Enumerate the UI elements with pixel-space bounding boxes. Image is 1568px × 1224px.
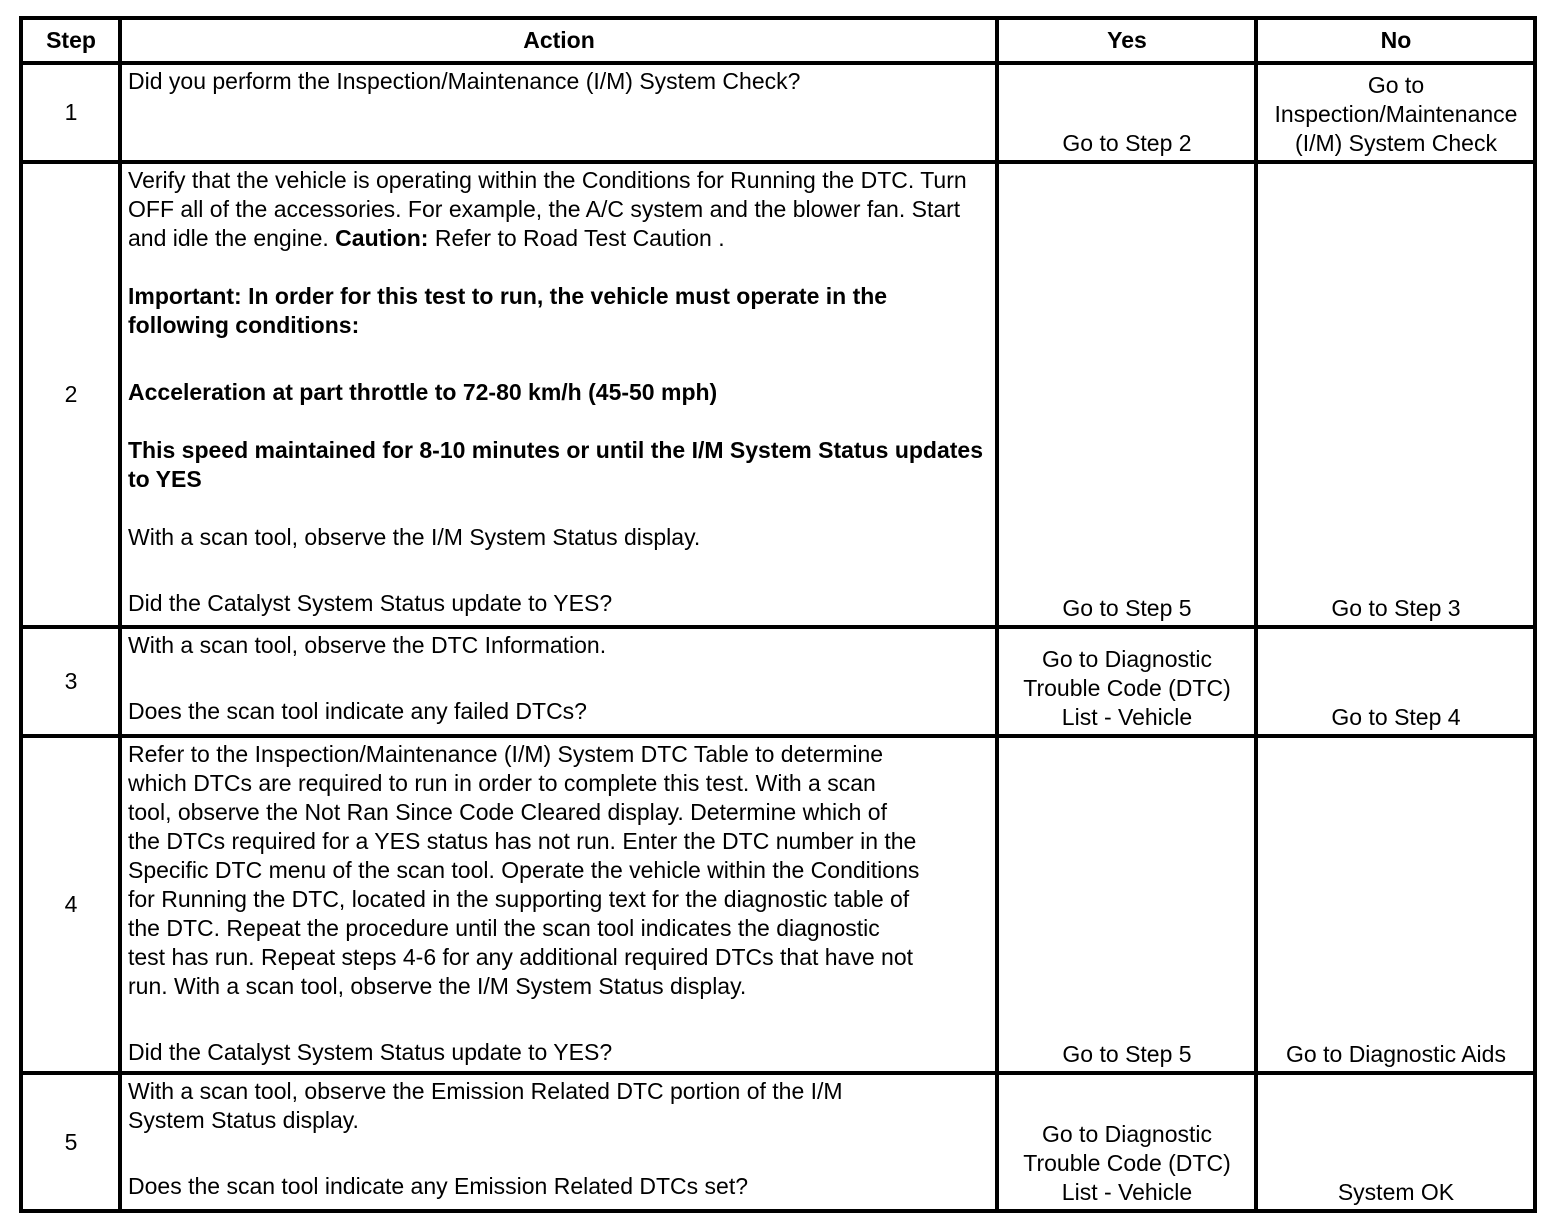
action-question: Did the Catalyst System Status update to YES? [128,590,613,616]
step-number: 5 [21,1073,120,1211]
yes-cell [997,736,1256,1073]
header-no: No [1256,18,1535,63]
action-cell [120,162,997,627]
header-row [21,18,1535,63]
step-number: 2 [21,162,120,627]
table-row [21,1073,1535,1211]
no-cell [1256,1073,1535,1211]
condition-2: This speed maintained for 8-10 minutes or until the I/M System Status updates to YES [128,437,983,492]
table-row [21,736,1535,1073]
no-cell [1256,162,1535,627]
table-row [21,162,1535,627]
action-cell [120,736,997,1073]
yes-link[interactable]: Go to Step 5 [1062,1041,1192,1067]
no-cell [1256,736,1535,1073]
no-cell [1256,627,1535,736]
yes-link[interactable]: Go to Diagnostic Trouble Code (DTC) List - Vehicle [1023,646,1231,730]
action-intro [128,166,990,253]
action-cell [120,63,997,162]
header-yes: Yes [997,18,1256,63]
yes-link[interactable]: Go to Step 5 [1062,595,1192,621]
no-link[interactable]: Go to Step 3 [1331,595,1461,621]
step-number: 4 [21,736,120,1073]
action-instruction: With a scan tool, observe the Emission Related DTC portion of the I/M System Status display. [128,1078,843,1133]
action-instruction: Refer to the Inspection/Maintenance (I/M) System DTC Table to determine which DTCs are required to run in order to complete this test. With a scan tool, observe the Not Ran Since Code Cleared display. Determine which of the DTCs required for a YES status has not run. Enter the DTC number in the Specific DTC menu of the scan tool. Operate the vehicle within the Conditions for Running the DTC, located in the supporting text for the diagnostic table of the DTC. Repeat the procedure until the scan tool indicates the diagnostic test has run. Repeat steps 4-6 for any additional required DTCs that have not run. With a scan tool, observe the I/M System Status display. [128,741,920,999]
no-link[interactable]: Go to Diagnostic Aids [1286,1041,1506,1067]
yes-cell [997,63,1256,162]
no-link[interactable]: Go to Inspection/Maintenance (I/M) System Check [1274,72,1518,156]
action-question: Did you perform the Inspection/Maintenance (I/M) System Check? [128,68,801,94]
important-note: Important: In order for this test to run, the vehicle must operate in the following conditions: [128,283,888,338]
yes-cell [997,1073,1256,1211]
header-action: Action [120,18,997,63]
table-row [21,627,1535,736]
yes-cell [997,627,1256,736]
no-cell [1256,63,1535,162]
step-number: 1 [21,63,120,162]
condition-1: Acceleration at part throttle to 72-80 km/h (45-50 mph) [128,379,718,405]
action-question: Does the scan tool indicate any failed DTCs? [128,698,587,724]
no-link[interactable]: System OK [1337,1179,1455,1205]
action-instruction: With a scan tool, observe the I/M System Status display. [128,524,701,550]
yes-link[interactable]: Go to Step 2 [1062,130,1192,156]
diagnostic-table [19,16,1537,1213]
header-step: Step [21,18,120,63]
action-intro-text: Verify that the vehicle is operating within the Conditions for Running the DTC. Turn OFF all of the accessories. For example, the A/C system and the blower fan. Start and idle the engine. [128,167,967,251]
action-cell [120,627,997,736]
yes-link[interactable]: Go to Diagnostic Trouble Code (DTC) List - Vehicle [1023,1121,1231,1205]
table-row [21,63,1535,162]
action-instruction: With a scan tool, observe the DTC Information. [128,632,607,658]
yes-cell [997,162,1256,627]
caution-text: Refer to Road Test Caution . [428,225,725,251]
action-question: Did the Catalyst System Status update to YES? [128,1039,613,1065]
no-link[interactable]: Go to Step 4 [1331,704,1461,730]
action-cell [120,1073,997,1211]
step-number: 3 [21,627,120,736]
action-question: Does the scan tool indicate any Emission Related DTCs set? [128,1173,749,1199]
caution-label: Caution: [335,225,429,251]
